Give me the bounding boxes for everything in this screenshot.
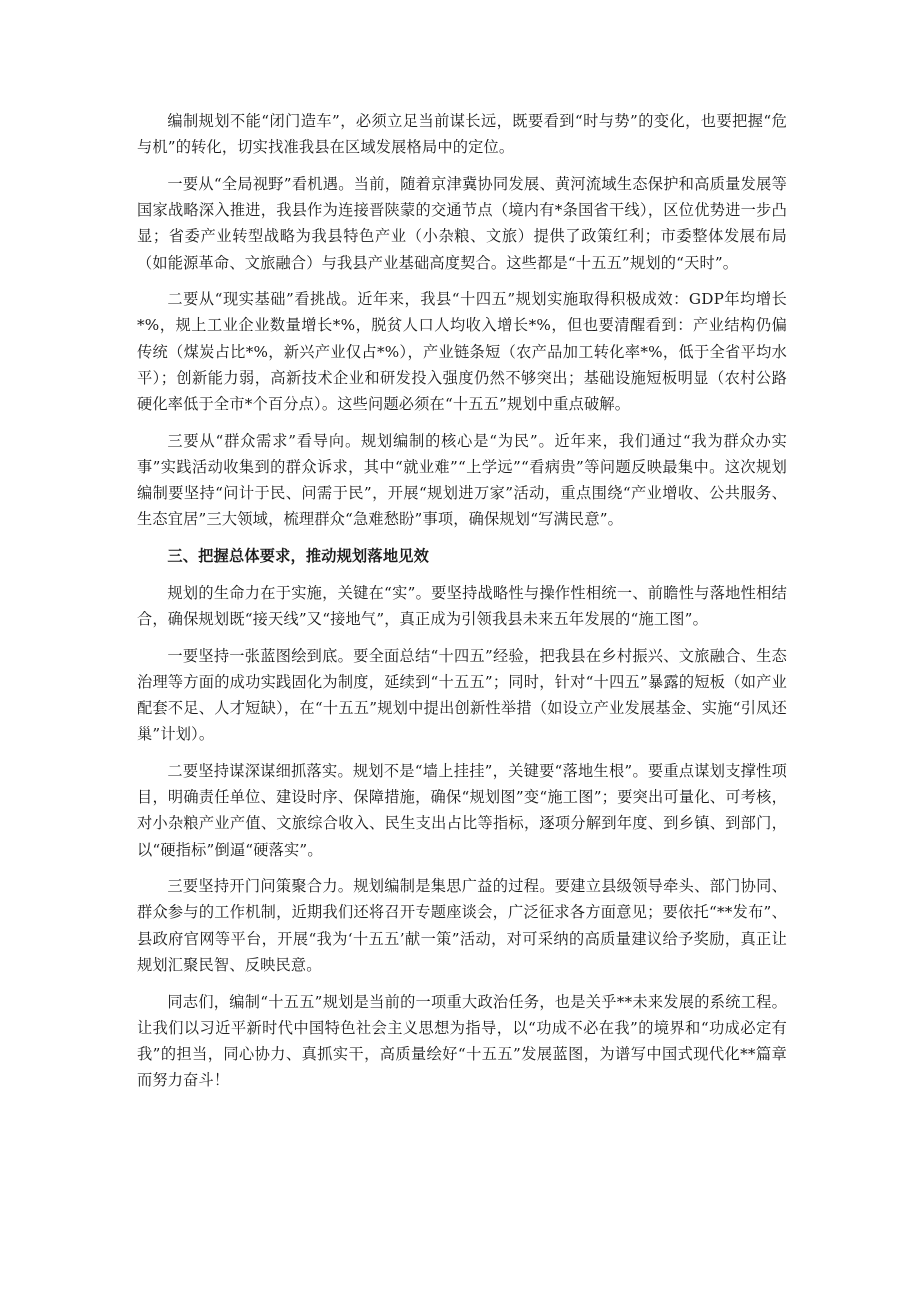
paragraph-intro: 编制规划不能“闭门造车”，必须立足当前谋长远，既要看到“时与势”的变化，也要把握“危与机”的转化，切实找准我县在区域发展格局中的定位。 (137, 112, 787, 157)
document-page (137, 108, 787, 1104)
paragraph-closing: 同志们，编制“十五五”规划是当前的一项重大政治任务，也是关乎**未来发展的系统工程。让我们以习近平新时代中国特色社会主义思想为指导，以“功成不必在我”的境界和“功成必定有我”的担当，同心协力、真抓实干，高质量绘好“十五五”发展蓝图，为谱写中国式现代化**篇章而努力奋斗！ (137, 992, 787, 1090)
paragraph-demand: 三要从“群众需求”看导向。规划编制的核心是“为民”。近年来，我们通过“我为群众办实事”实践活动收集到的群众诉求，其中“就业难”“上学远”“看病贵”等问题反映最集中。这次规划编制要坚持“问计于民、问需于民”，开展“规划进万家”活动，重点围绕“产业增收、公共服务、生态宜居”三大领域，梳理群众“急难愁盼”事项，确保规划“写满民意”。 (137, 431, 787, 529)
paragraph-opportunity: 一要从“全局视野”看机遇。当前，随着京津冀协同发展、黄河流域生态保护和高质量发展等国家战略深入推进，我县作为连接晋陕蒙的交通节点（境内有*条国省干线），区位优势进一步凸显；省委产业转型战略为我县特色产业（小杂粮、文旅）提供了政策红利；市委整体发展布局（如能源革命、文旅融合）与我县产业基础高度契合。这些都是“十五五”规划的“天时”。 (137, 174, 787, 272)
section-heading: 三、把握总体要求，推动规划落地见效 (167, 547, 429, 566)
paragraph-challenge: 二要从“现实基础”看挑战。近年来，我县“十四五”规划实施取得积极成效：GDP年均增长*%，规上工业企业数量增长*%，脱贫人口人均收入增长*%，但也要清醒看到：产业结构仍偏传统（煤炭占比*%，新兴产业仅占*%），产业链条短（农产品加工转化率*%，低于全省平均水平）；创新能力弱，高新技术企业和研发投入强度仍然不够突出；基础设施短板明显（农村公路硬化率低于全市*个百分点）。这些问题必须在“十五五”规划中重点破解。 (137, 290, 787, 414)
paragraph-implementation: 规划的生命力在于实施，关键在“实”。要坚持战略性与操作性相统一、前瞻性与落地性相结合，确保规划既“接天线”又“接地气”，真正成为引领我县未来五年发展的“施工图”。 (137, 583, 787, 628)
paragraph-execution: 二要坚持谋深谋细抓落实。规划不是“墙上挂挂”，关键要“落地生根”。要重点谋划支撑性项目，明确责任单位、建设时序、保障措施，确保“规划图”变“施工图”；要突出可量化、可考核，对小杂粮产业产值、文旅综合收入、民生支出占比等指标，逐项分解到年度、到乡镇、到部门，以“硬指标”倒逼“硬落实”。 (137, 761, 787, 859)
paragraph-blueprint: 一要坚持一张蓝图绘到底。要全面总结“十四五”经验，把我县在乡村振兴、文旅融合、生态治理等方面的成功实践固化为制度，延续到“十五五”；同时，针对“十四五”暴露的短板（如产业配套不足、人才短缺），在“十五五”规划中提出创新性举措（如设立产业发展基金、实施“引凤还巢”计划）。 (137, 646, 787, 744)
paragraph-open-consultation: 三要坚持开门问策聚合力。规划编制是集思广益的过程。要建立县级领导牵头、部门协同、群众参与的工作机制，近期我们还将召开专题座谈会，广泛征求各方面意见；要依托“**发布”、县政府官网等平台，开展“我为‘十五五’献一策”活动，对可采纳的高质量建议给予奖励，真正让规划汇聚民智、反映民意。 (137, 877, 787, 974)
